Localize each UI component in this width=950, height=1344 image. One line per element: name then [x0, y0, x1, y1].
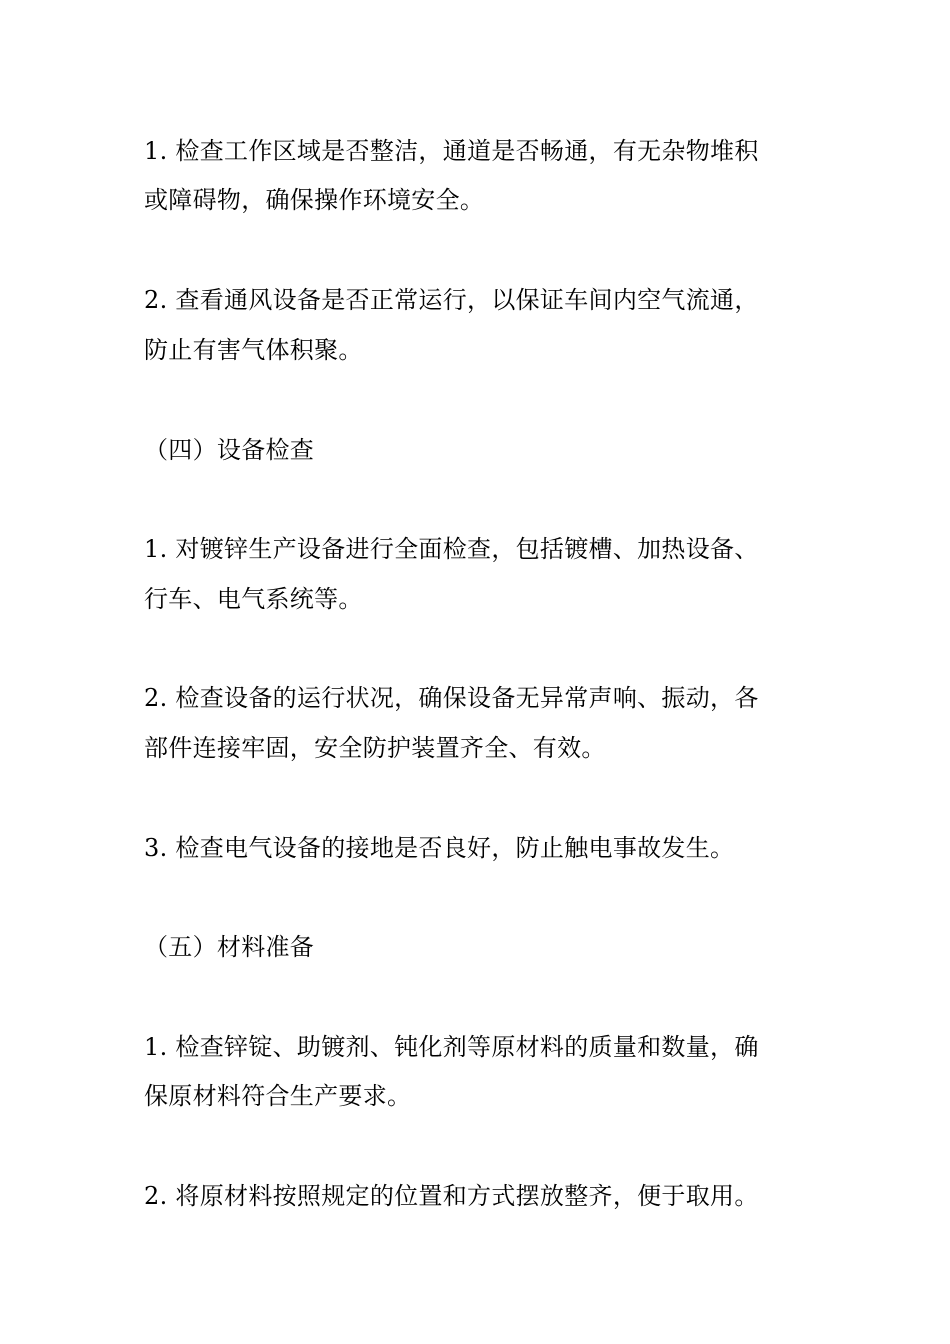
item-1-line-2: 或障碍物，确保操作环境安全。: [144, 186, 485, 214]
item-4-line-1: 2. 检查设备的运行状况，确保设备无异常声响、振动，各: [144, 684, 759, 712]
item-4-line-2: 部件连接牢固，安全防护装置齐全、有效。: [144, 734, 606, 762]
section-heading-material-preparation: （五）材料准备: [144, 933, 315, 961]
item-3-line-1: 1. 对镀锌生产设备进行全面检查，包括镀槽、加热设备、: [144, 535, 759, 563]
item-2-line-2: 防止有害气体积聚。: [144, 336, 363, 364]
section-heading-equipment-check: （四）设备检查: [144, 436, 315, 464]
item-1-line-1: 1. 检查工作区域是否整洁，通道是否畅通，有无杂物堆积: [144, 137, 759, 165]
item-3-line-2: 行车、电气系统等。: [144, 585, 363, 613]
item-5-line-1: 3. 检查电气设备的接地是否良好，防止触电事故发生。: [144, 834, 735, 862]
item-2-line-1: 2. 查看通风设备是否正常运行，以保证车间内空气流通，: [144, 286, 759, 314]
item-7-line-1: 2. 将原材料按照规定的位置和方式摆放整齐，便于取用。: [144, 1182, 759, 1210]
item-6-line-1: 1. 检查锌锭、助镀剂、钝化剂等原材料的质量和数量，确: [144, 1033, 759, 1061]
item-6-line-2: 保原材料符合生产要求。: [144, 1082, 412, 1110]
